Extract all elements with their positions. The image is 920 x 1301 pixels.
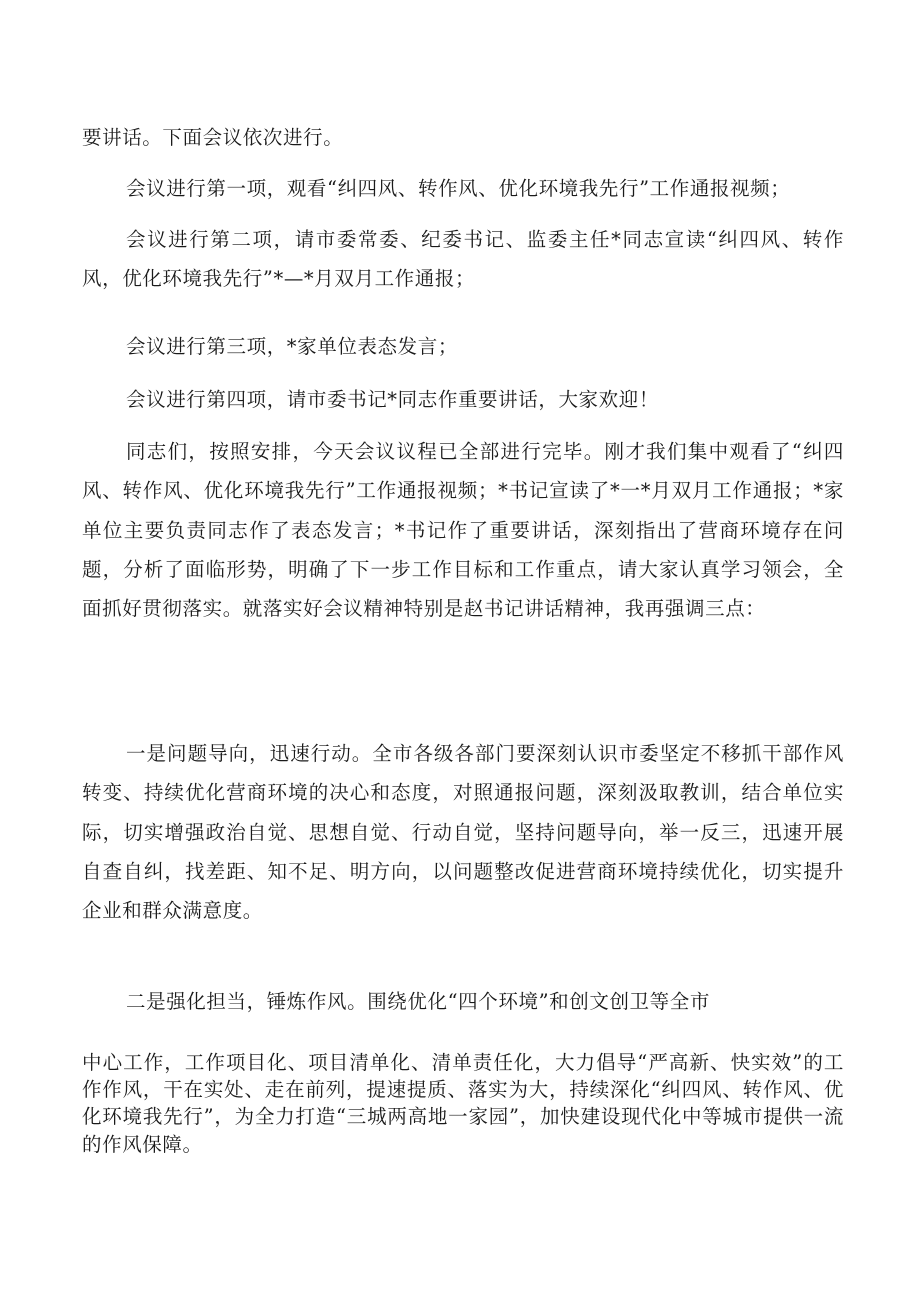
paragraph-3: 会议进行第二项，请市委常委、纪委书记、监委主任*同志宣读“纠四风、转作风，优化环境我先行”*—*月双月工作通报； bbox=[82, 228, 844, 291]
paragraph-6: 同志们，按照安排，今天会议议程已全部进行完毕。刚才我们集中观看了“纠四风、转作风、优化环境我先行”工作通报视频；*书记宣读了*一*月双月工作通报；*家单位主要负责同志作了表态发言；*书记作了重要讲话，深刻指出了营商环境存在问题，分析了面临形势，明确了下一步工作目标和工作重点，请大家认真学习领会，全面抓好贯彻落实。就落实好会议精神特别是赵书记讲话精神，我再强调三点： bbox=[82, 440, 844, 621]
paragraph-2: 会议进行第一项，观看“纠四风、转作风、优化环境我先行”工作通报视频； bbox=[126, 177, 791, 200]
paragraph-9: 中心工作，工作项目化、项目清单化、清单责任化，大力倡导“严高新、快实效”的工作作风，干在实处、走在前列，提速提质、落实为大，持续深化“纠四风、转作风、优化环境我先行”，为全力打造“三城两高地一家园”，加快建设现代化中等城市提供一流的作风保障。 bbox=[82, 1051, 844, 1156]
paragraph-1: 要讲话。下面会议依次进行。 bbox=[82, 126, 344, 149]
paragraph-4: 会议进行第三项，*家单位表态发言； bbox=[126, 335, 458, 358]
paragraph-7: 一是问题导向，迅速行动。全市各级各部门要深刻认识市委坚定不移抓干部作风转变、持续优化营商环境的决心和态度，对照通报问题，深刻汲取教训，结合单位实际，切实增强政治自觉、思想自觉、行动自觉，坚持问题导向，举一反三，迅速开展自查自纠，找差距、知不足、明方向，以问题整改促进营商环境持续优化，切实提升企业和群众满意度。 bbox=[82, 742, 844, 923]
paragraph-8: 二是强化担当，锤炼作风。围绕优化“四个环境”和创文创卫等全市 bbox=[126, 990, 710, 1013]
paragraph-5: 会议进行第四项，请市委书记*同志作重要讲话，大家欢迎！ bbox=[126, 388, 659, 411]
